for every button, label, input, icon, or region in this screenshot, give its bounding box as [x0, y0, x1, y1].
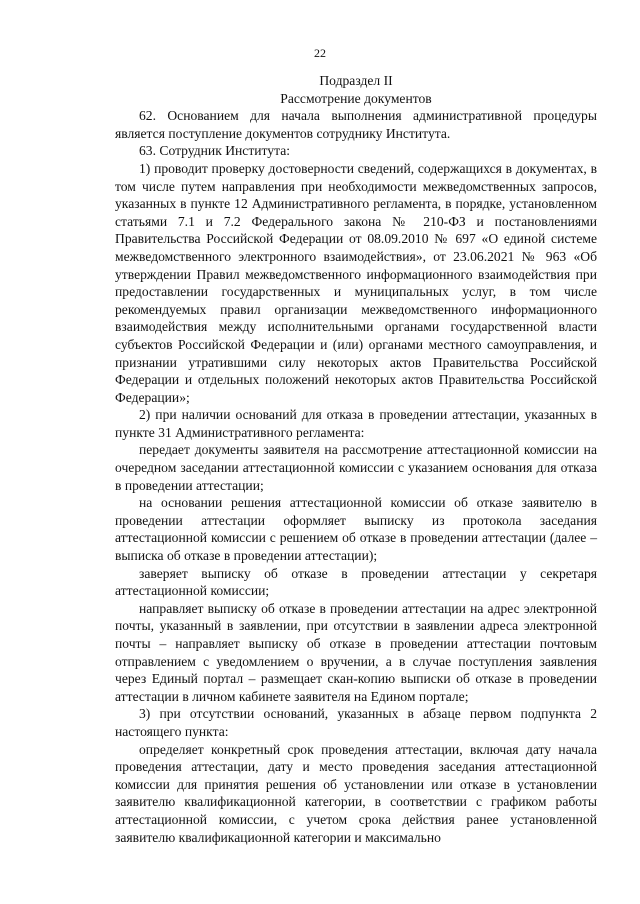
paragraph-63-item-1: 1) проводит проверку достоверности сведений, содержащихся в документах, в том числе путем направления при необходимости межведомственных запросов, указанных в пункте 12 Административного регламента, в порядке, установленном статьями 7.1 и 7.2 Федерального закона № 210-ФЗ и постановлениями Правительства Российской Федерации от 08.09.2010 № 697 «О единой системе межведомственного электронного взаимодействия», от 23.06.2021 № 963 «Об утверждении Правил межведомственного информационного взаимодействия при предоставлении государственных и муниципальных услуг, в том числе рекомендуемых правил организации межведомственного информационного взаимодействия между исполнительными органами государственной власти субъектов Российской Федерации и (или) органами местного самоуправления, и признании утратившими силу некоторых актов Правительства Российской Федерации и отдельных положений некоторых актов Правительства Российской Федерации»; [115, 160, 597, 405]
paragraph-item-2-action-2: на основании решения аттестационной комиссии об отказе заявителю в проведении аттестации оформляет выписку из протокола заседания аттестационной комиссии с решением об отказе в проведении аттестации (далее – выписка об отказе в проведении аттестации); [115, 495, 597, 564]
paragraph-item-2-action-3: заверяет выписку об отказе в проведении аттестации у секретаря аттестационной комиссии; [115, 565, 597, 599]
paragraph-item-3-action-1: определяет конкретный срок проведения аттестации, включая дату начала проведения аттестации, дату и место проведения заседания аттестационной комиссии для принятия решения об установлении или отказе в установлении заявителю квалификационной категории, в соответствии с графиком работы аттестационной комиссии, с учетом срока действия ранее установленной заявителю квалификационной категории и максимально [115, 741, 597, 845]
paragraph-63: 63. Сотрудник Института: [139, 143, 291, 159]
paragraph-63-item-3: 3) при отсутствии оснований, указанных в абзаце первом подпункта 2 настоящего пункта: [115, 706, 597, 739]
paragraph-item-2-action-1: передает документы заявителя на рассмотрение аттестационной комиссии на очередном заседании аттестационной комиссии с указанием основания для отказа в проведении аттестации; [115, 442, 597, 493]
paragraph-item-2-action-4: направляет выписку об отказе в проведении аттестации на адрес электронной почты, указанный в заявлении, при отсутствии в заявлении адреса электронной почты – направляет выписку об отказе в проведении аттестации почтовым отправлением с уведомлением о вручении, а в случае поступления заявления через Единый портал – размещает скан-копию выписки об отказе в проведении аттестации в личном кабинете заявителя на Едином портале; [115, 600, 597, 704]
paragraph-62: 62. Основанием для начала выполнения административной процедуры является поступление документов сотруднику Института. [115, 108, 597, 141]
section-subtitle: Рассмотрение документов [280, 90, 432, 106]
section-title: Подраздел II [319, 73, 393, 88]
page-number: 22 [314, 46, 326, 60]
document-body [115, 72, 597, 846]
paragraph-63-item-2: 2) при наличии оснований для отказа в проведении аттестации, указанных в пункте 31 Административного регламента: [115, 407, 597, 440]
